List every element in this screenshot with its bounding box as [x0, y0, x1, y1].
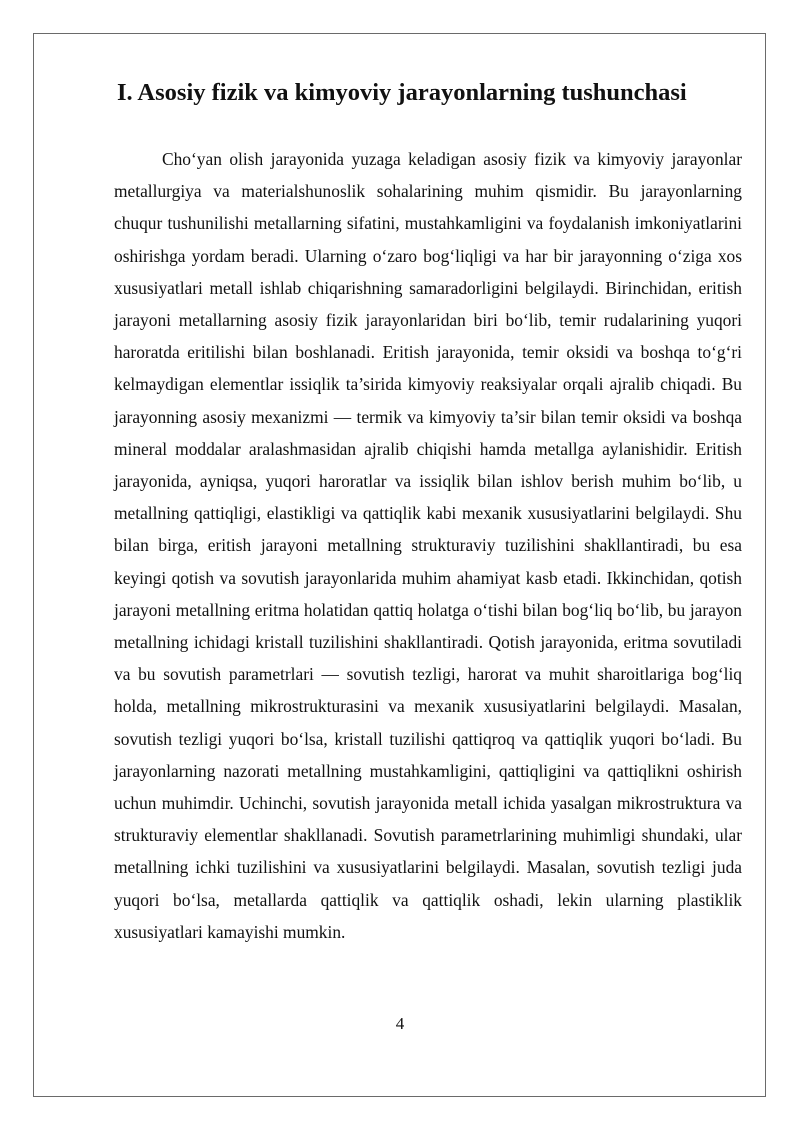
page-number: 4	[395, 1014, 405, 1033]
body-paragraph: Cho‘yan olish jarayonida yuzaga keladigan asosiy fizik va kimyoviy jarayonlar metallurgiya va materialshunoslik sohalarining muhim qismidir. Bu jarayonlarning chuqur tushunilishi metallarning sifatini, mustahkamligini va foydalanish imkoniyatlarini oshirishga yordam beradi. Ularning o‘zaro bog‘liqligi va har bir jarayonning o‘ziga xos xususiyatlari metall ishlab chiqarishning samaradorligini belgilaydi. Birinchidan, eritish jarayoni metallarning asosiy fizik jarayonlaridan biri bo‘lib, temir rudalarining yuqori haroratda eritilishi bilan boshlanadi. Eritish jarayonida, temir oksidi va boshqa to‘g‘ri kelmaydigan elementlar issiqlik ta’sirida kimyoviy reaksiyalar orqali ajralib chiqadi. Bu jarayonning asosiy mexanizmi — termik va kimyoviy ta’sir bilan temir oksidi va boshqa mineral moddalar aralashmasidan ajralib chiqishi hamda metallga aylanishidir. Eritish jarayonida, ayniqsa, yuqori haroratlar va issiqlik bilan ishlov berish muhim bo‘lib, u metallning qattiqligi, elastikligi va qattiqlik kabi mexanik xususiyatlarini belgilaydi. Shu bilan birga, eritish jarayoni metallning strukturaviy tuzilishini shakllantiradi, bu esa keyingi qotish va sovutish jarayonlarida muhim ahamiyat kasb etadi. Ikkinchidan, qotish jarayoni metallning eritma holatidan qattiq holatga o‘tishi bilan bog‘liq bo‘lib, bu jarayon metallning ichidagi kristall tuzilishini shakllantiradi. Qotish jarayonida, eritma sovutiladi va bu sovutish parametrlari — sovutish tezligi, harorat va muhit sharoitlariga bog‘liq holda, metallning mikrostrukturasini va mexanik xususiyatlarini belgilaydi. Masalan, sovutish tezligi yuqori bo‘lsa, kristall tuzilishi qattiqroq va qattiqlik yuqori bo‘ladi. Bu jarayonlarning nazorati metallning mustahkamligini, qattiqligini va qattiqlikni oshirish uchun muhimdir. Uchinchi, sovutish jarayonida metall ichida yasalgan mikrostruktura va strukturaviy elementlar shakllanadi. Sovutish parametrlarining muhimligi shundaki, ular metallning ichki tuzilishini va xususiyatlarini belgilaydi. Masalan, sovutish tezligi juda yuqori bo‘lsa, metallarda qattiqlik va qattiqlik oshadi, lekin ularning plastiklik xususiyatlari kamayishi mumkin.	[114, 149, 742, 942]
section-heading: I. Asosiy fizik va kimyoviy jarayonlarning tushunchasi	[117, 79, 687, 106]
